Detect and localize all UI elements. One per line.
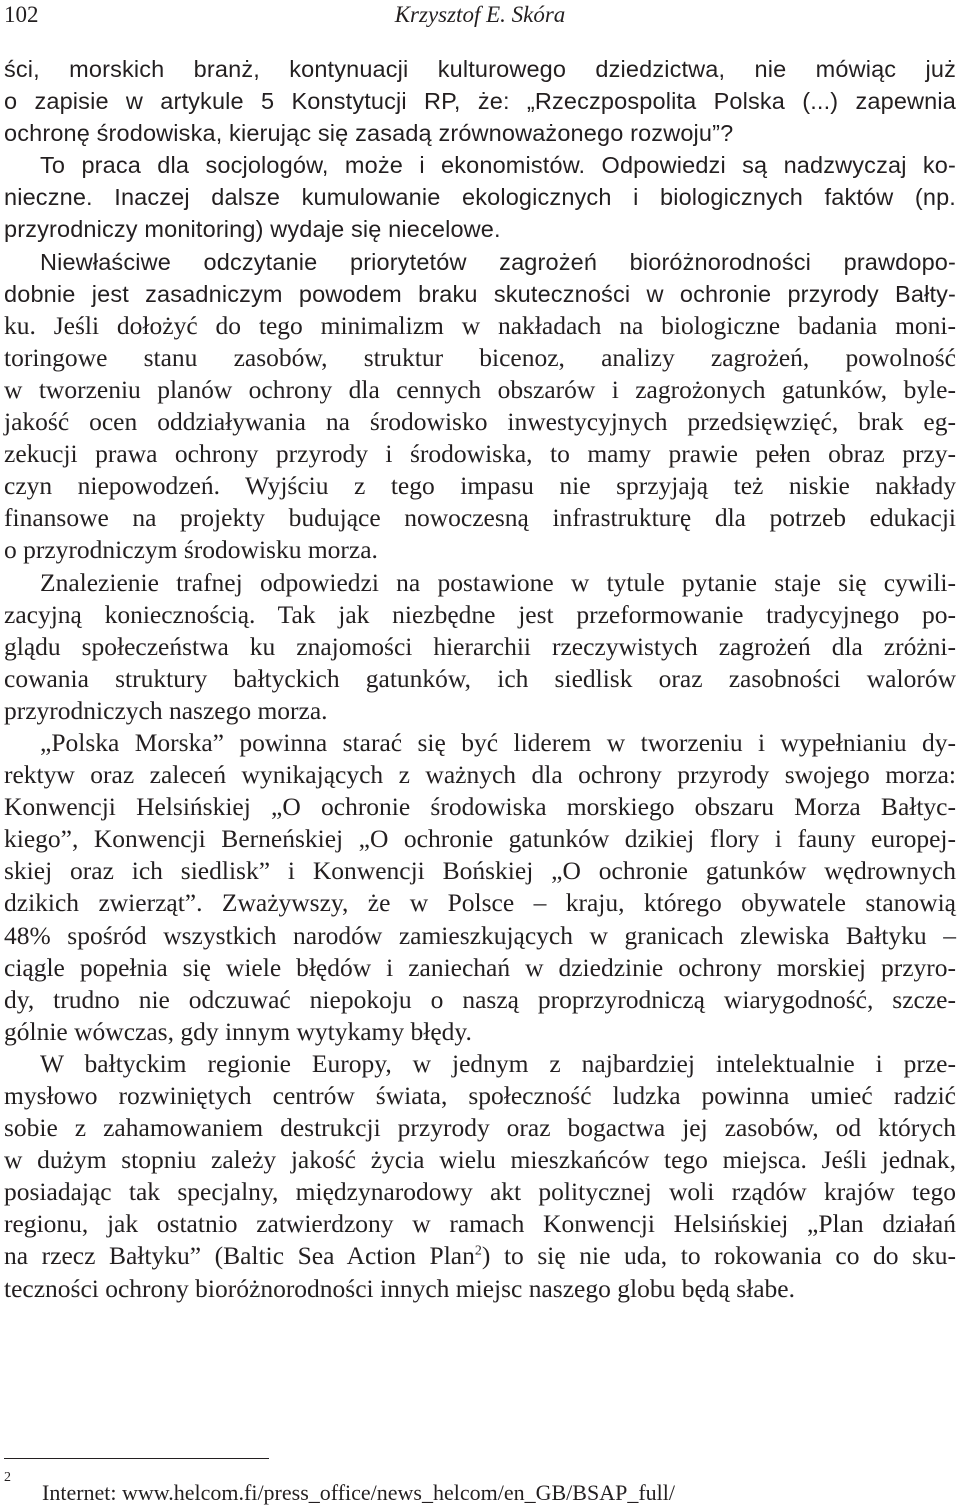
text-line: posiadając tak specjalny, międzynarodowy akt politycznej woli rządów krajów tego xyxy=(4,1177,956,1207)
text-line: czyn niepowodzeń. Wyjściu z tego impasu nie sprzyjają też niskie nakłady xyxy=(4,471,956,501)
text-line: o przyrodniczym środowisku morza. xyxy=(4,535,378,565)
text-line: dobnie jest zasadniczym powodem braku skuteczności w ochronie przyrody Bałty- xyxy=(4,280,956,307)
footnote-marker: 2 xyxy=(4,1470,11,1485)
footnote-separator xyxy=(4,1458,269,1459)
text-line: dzikich zwierząt”. Zważywszy, że w Polsce – kraju, którego obywatele stanowią xyxy=(4,888,956,918)
text-line: „Polska Morska” powinna starać się być liderem w tworzeniu i wypełnianiu dy- xyxy=(40,727,956,757)
text-line: glądu społeczeństwa ku znajomości hierarchii rzeczywistych zagrożeń dla zróżni- xyxy=(4,631,956,661)
running-header xyxy=(0,0,960,32)
text-line: przyrodniczych naszego morza. xyxy=(4,695,328,725)
text-line: ku. Jeśli dołożyć do tego minimalizm w nakładach na biologiczne badania moni- xyxy=(4,310,956,340)
text-line: kiego”, Konwencji Berneńskiej „O ochronie gatunków dzikiej flory i fauny europej- xyxy=(4,824,956,854)
text-segment: ) to się nie uda, to rokowania co do sku- xyxy=(481,1241,957,1271)
text-line: gólnie wówczas, gdy innym wytykamy błędy. xyxy=(4,1016,472,1046)
text-line: w dużym stopniu zależy jakość życia wielu mieszkańców tego miejsca. Jeśli jednak, xyxy=(4,1145,956,1175)
text-line: w tworzeniu planów ochrony dla cennych obszarów i zagrożonych gatunków, byle- xyxy=(4,374,956,404)
footnote-text: Internet: www.helcom.fi/press_office/news_helcom/en_GB/BSAP_full/ xyxy=(42,1480,675,1505)
text-line: cowania struktury bałtyckich gatunków, ich siedlisk oraz zasobności walorów xyxy=(4,663,956,693)
text-line: skiej oraz ich siedlisk” i Konwencji Bońskiej „O ochronie gatunków wędrownych xyxy=(4,856,956,886)
text-line: o zapisie w artykule 5 Konstytucji RP, że: „Rzeczpospolita Polska (...) zapewnia xyxy=(4,88,956,115)
footnote-reference: 2 xyxy=(474,1243,482,1259)
text-line: ochronę środowiska, kierując się zasadą zrównoważonego rozwoju”? xyxy=(4,120,734,147)
text-segment: na rzecz Bałtyku” (Baltic Sea Action Plan xyxy=(4,1241,475,1271)
text-line xyxy=(4,1240,956,1272)
text-line: zacyjną koniecznością. Tak jak niezbędne jest przeformowanie tradycyjnego po- xyxy=(4,599,956,629)
text-line: mysłowo rozwiniętych centrów świata, społeczność ludzka powinna umieć radzić xyxy=(4,1081,956,1110)
text-line: Znalezienie trafnej odpowiedzi na postawione w tytule pytanie staje się cywili- xyxy=(40,567,956,597)
text-line: To praca dla socjologów, może i ekonomistów. Odpowiedzi są nadzwyczaj ko- xyxy=(40,152,956,179)
text-line: ciągle popełnia się wiele błędów i zaniechań w dziedzinie ochrony morskiej przyro- xyxy=(4,952,956,982)
body-text xyxy=(4,53,956,1305)
text-line: dy, trudno nie odczuwać niepokoju o naszą proprzyrodniczą wiarygodność, szcze- xyxy=(4,984,956,1014)
text-line: Konwencji Helsińskiej „O ochronie środowiska morskiego obszaru Morza Bałtyc- xyxy=(4,792,956,822)
text-line: toringowe stanu zasobów, struktur bicenoz, analizy zagrożeń, powolność xyxy=(4,342,956,372)
text-line: jakość ocen oddziaływania na środowisko inwestycyjnych przedsięwzięć, brak eg- xyxy=(4,407,956,437)
text-line: ści, morskich branż, kontynuacji kulturowego dziedzictwa, nie mówiąc już xyxy=(4,56,956,82)
text-line: rektyw oraz zaleceń wynikających z ważnych dla ochrony przyrody swojego morza: xyxy=(4,760,956,790)
page-number: 102 xyxy=(4,2,39,27)
text-line: 48% spośród wszystkich narodów zamieszkujących w granicach zlewiska Bałtyku – xyxy=(4,920,956,950)
text-line: teczności ochrony bioróżnorodności innych miejsc naszego globu będą słabe. xyxy=(4,1273,795,1303)
text-line: finansowe na projekty budujące nowoczesną infrastrukturę dla potrzeb edukacji xyxy=(4,503,956,533)
text-line: nieczne. Inaczej dalsze kumulowanie ekologicznych i biologicznych faktów (np. xyxy=(4,184,956,211)
running-title: Krzysztof E. Skóra xyxy=(394,2,566,27)
text-line: sobie z zahamowaniem destrukcji przyrody oraz bogactwa jej zasobów, od których xyxy=(4,1113,956,1143)
text-line: Niewłaściwe odczytanie priorytetów zagrożeń bioróżnorodności prawdopo- xyxy=(40,248,956,275)
text-line: W bałtyckim regionie Europy, w jednym z najbardziej intelektualnie i prze- xyxy=(40,1048,956,1078)
text-line: regionu, jak ostatnio zatwierdzony w ramach Konwencji Helsińskiej „Plan działań xyxy=(4,1209,956,1239)
text-line: zekucji prawa ochrony przyrody i środowiska, to mamy prawie pełen obraz przy- xyxy=(4,439,956,469)
text-line: przyrodniczy monitoring) wydaje się niecelowe. xyxy=(4,216,501,243)
